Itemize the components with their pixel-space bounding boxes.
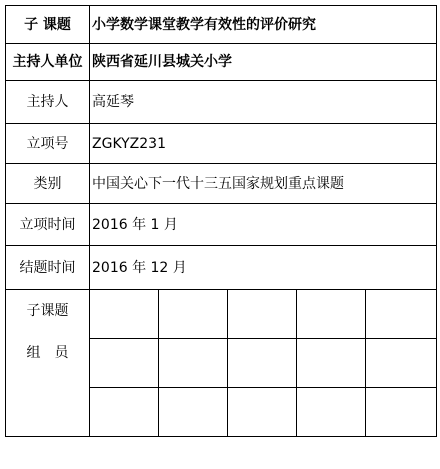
member-cell [90,388,159,437]
row-host-unit [6,44,437,81]
project-info-table [5,5,437,437]
value-host-unit: 陕西省延川县城关小学 [90,44,437,81]
label-completion-date: 结题时间 [6,246,90,290]
row-host [6,81,437,124]
row-subtopic [6,6,437,44]
label-category: 类别 [6,164,90,204]
member-cell [159,339,228,388]
member-cell [366,339,437,388]
label-members [6,290,90,437]
label-project-number: 立项号 [6,124,90,164]
member-cell [366,290,437,339]
label-members-line2: 组 员 [26,345,69,361]
member-cell [90,339,159,388]
value-category: 中国关心下一代十三五国家规划重点课题 [90,164,437,204]
member-cell [297,290,366,339]
row-category [6,164,437,204]
member-cell [228,339,297,388]
member-cell [159,388,228,437]
member-cell [228,290,297,339]
label-members-line1: 子课题 [26,303,69,319]
value-project-number: ZGKYZ231 [90,124,437,164]
member-cell [297,388,366,437]
label-host: 主持人 [6,81,90,124]
row-approval-date [6,204,437,246]
value-host: 高延琴 [90,81,437,124]
member-cell [366,388,437,437]
member-cell [90,290,159,339]
member-cell [297,339,366,388]
member-cell [228,388,297,437]
value-subtopic: 小学数学课堂教学有效性的评价研究 [90,6,437,44]
value-approval-date: 2016 年 1 月 [90,204,437,246]
label-subtopic: 子 课题 [6,6,90,44]
value-completion-date: 2016 年 12 月 [90,246,437,290]
member-cell [159,290,228,339]
row-completion-date [6,246,437,290]
label-host-unit: 主持人单位 [6,44,90,81]
row-project-number [6,124,437,164]
members-row-1 [6,290,437,339]
label-approval-date: 立项时间 [6,204,90,246]
